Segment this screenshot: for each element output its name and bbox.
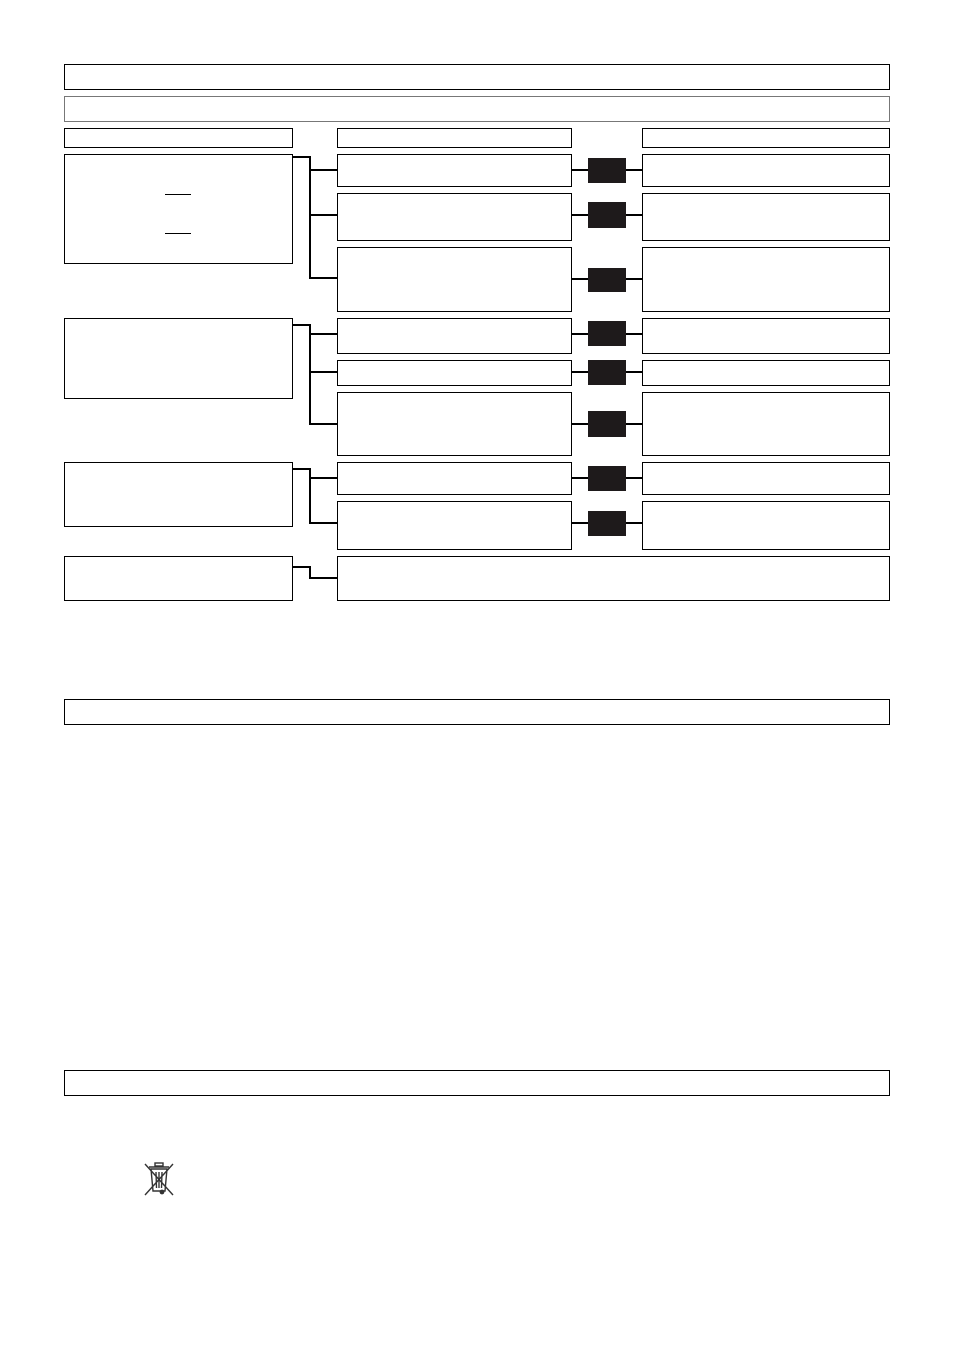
- code-block-3-2: [588, 511, 626, 536]
- problem-box-2: [64, 318, 293, 399]
- blank-underline-1: [165, 194, 191, 195]
- cause-box-1-1: [337, 154, 572, 187]
- cause-box-2-3: [337, 392, 572, 456]
- section-title-2: [64, 699, 890, 725]
- blank-underline-2: [165, 233, 191, 234]
- code-block-1-2: [588, 202, 626, 228]
- code-block-2-3: [588, 411, 626, 437]
- cause-box-3-1: [337, 462, 572, 495]
- remedy-box-2-2: [642, 360, 890, 386]
- cause-box-3-2: [337, 501, 572, 550]
- cause-box-1-3: [337, 247, 572, 312]
- problem-box-4: [64, 556, 293, 601]
- code-block-1-3: [588, 268, 626, 292]
- remedy-box-3-1: [642, 462, 890, 495]
- crossed-out-wheelie-bin-icon: [142, 1161, 176, 1197]
- remedy-box-2-1: [642, 318, 890, 354]
- remedy-box-3-2: [642, 501, 890, 550]
- section-title-3: [64, 1070, 890, 1096]
- problem-box-3: [64, 462, 293, 527]
- code-block-3-1: [588, 466, 626, 491]
- remedy-box-2-3: [642, 392, 890, 456]
- cause-box-1-2: [337, 193, 572, 241]
- code-block-1-1: [588, 158, 626, 183]
- remedy-box-1-3: [642, 247, 890, 312]
- problem-box-1: [64, 154, 293, 264]
- code-block-2-1: [588, 321, 626, 346]
- cause-box-2-1: [337, 318, 572, 354]
- remedy-box-1-1: [642, 154, 890, 187]
- code-block-2-2: [588, 360, 626, 385]
- cause-box-2-2: [337, 360, 572, 386]
- remedy-box-1-2: [642, 193, 890, 241]
- wide-remedy-box: [337, 556, 890, 601]
